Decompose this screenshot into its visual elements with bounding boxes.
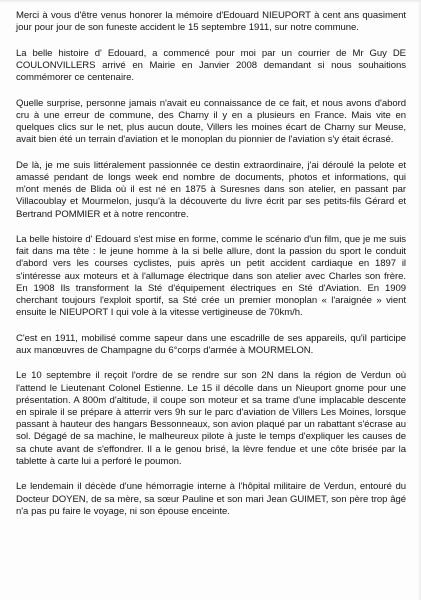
paragraph-letter: La belle histoire d' Edouard, a commencé pour moi par un courrier de Mr Guy DE COULONVILLERS arrivé en Mairie en Janvier 2008 demandant si nous souhaitions commémorer ce centenaire. bbox=[16, 47, 406, 84]
paragraph-death: Le lendemain il décède d'une hémorragie interne à l'hôpital militaire de Verdun, entouré du Docteur DOYEN, de sa mère, sa sœur Pauline et son mari Jean GUIMET, son père trop âgé n'a pas pu faire le voyage, ni son épouse enceinte. bbox=[16, 481, 406, 517]
paragraph-accident: Le 10 septembre il reçoit l'ordre de se rendre sur son 2N dans la région de Verdun où l'attend le Lieutenant Colonel Estienne. Le 15 il décolle dans un Nieuport gnome pour une présentation. A 800m d'altitude, il coupe son moteur et sa trame d'une implacable descente en spirale il se prépare à atterrir vers 9h sur le parc d'aviation de Villers Les Moines, lorsque passant à hauteur des hangars Bessonneaux, son avion plaqué par un rabattant s'écrase au sol. Dégagé de sa machine, le malheureux pilote à juste le temps d'expliquer les causes de sa chute avant de s'effondrer. Il a le genou brisé, la lèvre fendue et une côte brisée par la tablette à carte lui a perforé le poumon. bbox=[16, 370, 406, 467]
scan-shadow-top bbox=[0, 0, 421, 3]
paragraph-thanks: Merci à vous d'être venus honorer la mémoire d'Edouard NIEUPORT à cent ans quasiment jour pour jour de son funeste accident le 15 septembre 1911, sur notre commune. bbox=[16, 10, 406, 34]
paragraph-surprise: Quelle surprise, personne jamais n'avait eu connaissance de ce fait, et nous avons d'abord cru à une erreur de commune, des Charny il y en a plusieurs en France. Mais vite en quelques clics sur le net, plus aucun doute, Villers les moines écart de Charny sur Meuse, avait bien été un terrain d'aviation et le monoplan du pionnier de l'aviation s'y était écrasé. bbox=[16, 97, 406, 146]
paragraph-story: La belle histoire d' Edouard s'est mise en forme, comme le scénario d'un film, que je me suis fait dans ma tête : le jeune homme à la si belle allure, dont la passion du sport le conduit d'abord vers les courses cyclistes, puis après un petit accident cardiaque en 1897 il s'intéresse aux moteurs et à l'allumage électrique dans son atelier avec Charles son frère. En 1908 Ils transforment la Sté d'équipement électriques en Sté d'Aviation. En 1909 cherchant toujours l'exploit sportif, sa Sté crée un premier monoplan « l'araignée » vient ensuite le NIEUPORT I qui vole à la vitesse vertigineuse de 70km/h. bbox=[16, 234, 406, 319]
paragraph-research: De là, je me suis littéralement passionnée ce destin extraordinaire, j'ai déroulé la pelote et amassé pendant de longs week end nombre de documents, photos et informations, qui m'ont menés de Blida où il est né en 1875 à Suresnes dans son atelier, en passant par Villacoublay et Mourmelon, jusqu'à la découverte du livre écrit par ses petits-fils Gérard et Bertrand POMMIER et à notre rencontre. bbox=[16, 159, 406, 220]
paragraph-mobilisation: C'est en 1911, mobilisé comme sapeur dans une escadrille de ses appareils, qu'il participe aux manœuvres de Champagne du 6°corps d'armée à MOURMELON. bbox=[16, 332, 406, 356]
